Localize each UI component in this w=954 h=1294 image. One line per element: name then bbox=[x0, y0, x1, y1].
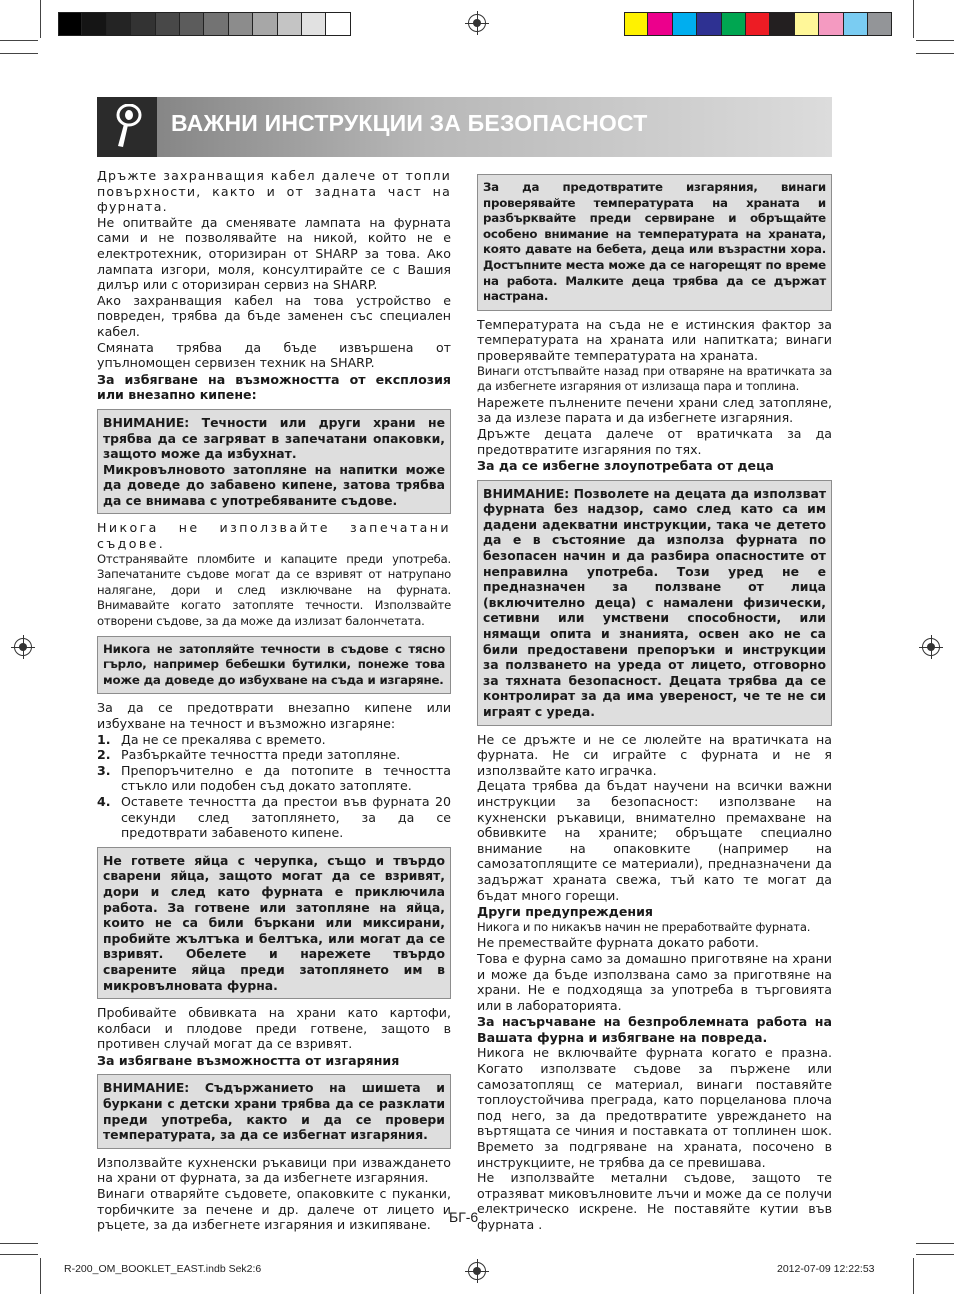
paragraph: Не премествайте фурната докато работи. bbox=[477, 935, 759, 951]
subheading: За избягване възможността от изгаряния bbox=[97, 1052, 400, 1068]
warning-text: Микровълновото затопляне на напитки може да доведе до забавено кипене, затова трябва да се внимава с употребяваните съдове. bbox=[103, 461, 445, 508]
color-swatch bbox=[180, 12, 204, 36]
paragraph: Не опитвайте да сменявате лампата на фурната сами и не позволявайте на никой, който не е електротехник, оторизиран от SHARP за това. Ако лампата изгори, моля, консултирайте се с Вашия дилър или с оторизиран сервиз на SHARP. bbox=[97, 214, 451, 293]
crop-mark bbox=[916, 53, 954, 54]
crop-mark bbox=[0, 40, 38, 41]
warning-box: Никога не затопляйте течности в съдове с тясно гърло, например бебешки бутилки, понеже това може да доведе до избухване на съда и изгаряне. bbox=[97, 636, 451, 695]
warning-box: ВНИМАНИЕ: Позволете на децата да използват фурната без надзор, само след като са им дадени адекватни инструкции, така че детето да е в състояние да използа фурната по безопасен начин и да разбира опасностите от неправилна употреба. Този уред не е предназначен за ползване от лица (включително деца) с намалени физически, сетивни или умствени способности, или нямащи опита и знанията, освен ако не са били предоставени препоръки и инструкции за ползването на уреда от лицето, отговорно за тяхната безопасност. Децата трябва да се контролират за да има увереност, че те не си играят с уреда. bbox=[477, 480, 832, 726]
color-swatch bbox=[819, 12, 843, 36]
footer-datetime: 2012-07-09 12:22:53 bbox=[777, 1263, 875, 1275]
paragraph: Винаги отваряйте съдовете, опаковките с пуканки, торбичките за печене и др. далече от лицето и ръцете, за да избегнете изгаряния и изкипяване. bbox=[97, 1186, 451, 1233]
warning-box: За да предотвратите изгаряния, винаги проверявайте температурата на храната и разбърквайте преди сервиране и обръщайте особено внимание на температурата на храната, която давате на бебета, деца или възрастни хора. Достъпните места може да се нагорещят по време на работа. Малките деца трябва да се държат настрана. bbox=[477, 174, 832, 311]
paragraph: Пробивайте обвивката на храни като картофи, колбаси и плодове преди готвене, защото в противен случай могат да се взривят. bbox=[97, 1005, 451, 1052]
color-swatch bbox=[844, 12, 868, 36]
color-swatch bbox=[770, 12, 794, 36]
gray-swatch-bar bbox=[58, 12, 351, 36]
registration-mark-icon bbox=[468, 14, 486, 32]
paragraph: Температурата на съда не е истинския фактор за температурата на храната или напитката; винаги проверявайте температурата на храната. bbox=[477, 316, 832, 363]
section-banner bbox=[97, 97, 832, 157]
subheading: За да се избегне злоупотребата от деца bbox=[477, 458, 774, 474]
color-swatch bbox=[697, 12, 721, 36]
color-swatch bbox=[107, 12, 131, 36]
crop-mark bbox=[0, 53, 38, 54]
crop-mark bbox=[40, 1258, 41, 1294]
color-swatch bbox=[624, 12, 648, 36]
warning-box: ВНИМАНИЕ: Съдържанието на шишета и буркани с детски храни трябва да се разклати преди употреба, както и да се провери температурата, за да се избегнат изгаряния. bbox=[97, 1074, 451, 1148]
color-swatch bbox=[253, 12, 277, 36]
crop-mark bbox=[916, 1254, 954, 1255]
registration-mark-icon bbox=[468, 1262, 486, 1280]
crop-mark bbox=[0, 1254, 38, 1255]
warning-text: ВНИМАНИЕ: Течности или други храни не трябва да се загряват в запечатани опаковки, защото може да избухнат. bbox=[103, 414, 445, 462]
paragraph: За да се предотврати внезапно кипене или избухване на течност и възможно изгаряне: bbox=[97, 700, 451, 731]
right-column bbox=[477, 168, 832, 1233]
paragraph: Смяната трябва да бъде извършена от упълномощен сервизен техник на SHARP. bbox=[97, 339, 451, 371]
list-item bbox=[97, 763, 451, 794]
color-swatch bbox=[673, 12, 697, 36]
warning-box bbox=[97, 409, 451, 515]
color-swatch bbox=[58, 12, 82, 36]
color-swatch bbox=[746, 12, 770, 36]
paragraph: Никога не използвайте запечатани съдове. bbox=[97, 520, 451, 552]
page-number: БГ-6 bbox=[449, 1209, 479, 1225]
page-title: ВАЖНИ ИНСТРУКЦИИ ЗА БЕЗОПАСНОСТ bbox=[171, 110, 648, 136]
step-number: 1. bbox=[97, 731, 111, 747]
color-swatch bbox=[131, 12, 155, 36]
step-number: 3. bbox=[97, 762, 111, 778]
registration-mark-icon bbox=[14, 638, 32, 656]
color-swatch bbox=[722, 12, 746, 36]
color-swatch bbox=[204, 12, 228, 36]
warning-box: Не гответе яйца с черупка, също и твърдо сварени яйца, защото могат да се взривят, дори и след като фурната е приключила работа. За готвене или затопляне на яйца, които не са били бъркани или миксирани, пробийте жълтъка и белтъка, или могат да се взривят. Обелете и нарежете твърдо сварените яйца преди затоплянето им в микровълновата фурна. bbox=[97, 847, 451, 999]
color-swatch bbox=[795, 12, 819, 36]
paragraph: Винаги отстъпвайте назад при отваряне на вратичката за да избегнете изгаряния от излизаща пара и топлина. bbox=[477, 363, 832, 394]
color-swatch bbox=[302, 12, 326, 36]
color-swatch bbox=[648, 12, 672, 36]
paragraph: Дръжте захранващия кабел далече от топли повърхности, както и от задната част на фурната. bbox=[97, 168, 451, 215]
paragraph: Не използвайте метални съдове, защото те отразяват миковълновите лъчи и може да се получи електрическо искрене. Не поставяйте кутии във фурната . bbox=[477, 1170, 832, 1232]
paragraph: Нарежете пълнените печени храни след затопляне, за да излезе парата и да избегнете изгаряния. bbox=[477, 394, 832, 426]
paragraph: Никога и по никакъв начин не преработвайте фурната. bbox=[477, 919, 811, 934]
steps-list bbox=[97, 732, 451, 841]
list-item bbox=[97, 732, 451, 748]
paragraph: Не се дръжте и не се люлейте на вратичката на фурната. Не си играйте с фурната и не я използвайте като играчка. bbox=[477, 731, 832, 778]
color-swatch bbox=[229, 12, 253, 36]
info-exclamation-icon bbox=[97, 97, 157, 157]
step-text: Препоръчително е да потопите в течността стъкло или подобен съд докато затопляте. bbox=[121, 762, 451, 794]
step-number: 4. bbox=[97, 793, 111, 809]
step-text: Оставете течността да престои във фурната 20 секунди след затоплянето, за да се предотврати забавеното кипене. bbox=[121, 793, 451, 841]
color-swatch-bar bbox=[624, 12, 892, 36]
color-swatch bbox=[868, 12, 892, 36]
paragraph: Използвайте кухненски ръкавици при изваждането на храни от фурната, за да избегнете изгаряния. bbox=[97, 1154, 451, 1186]
crop-mark bbox=[913, 1258, 914, 1294]
paragraph: Никога не включвайте фурната когато е празна. Когато използвате съдове за пържене или самозатоплящ се материал, винаги поставяйте топлоустойчива преграда, като порцеланова плоча под него, за да предотвратите увреждането на въртящата се чиния и поставката от топлинен шок. Времето за подгряване на храната, посочено в инструкциите, не трябва да се превишава. bbox=[477, 1045, 832, 1170]
footer-file-info: R-200_OM_BOOKLET_EAST.indb Sek2:6 bbox=[64, 1263, 262, 1275]
paragraph: Дръжте децата далече от вратичката за да предотвратите изгаряния по тях. bbox=[477, 425, 832, 457]
step-text: Да не се прекалява с времето. bbox=[121, 731, 326, 747]
subheading: Други предупреждения bbox=[477, 904, 653, 920]
step-text: Разбъркайте течността преди затопляне. bbox=[121, 747, 401, 763]
list-item bbox=[97, 794, 451, 841]
step-number: 2. bbox=[97, 747, 111, 763]
crop-mark bbox=[0, 1243, 38, 1244]
crop-mark bbox=[40, 0, 41, 38]
list-item bbox=[97, 747, 451, 763]
color-swatch bbox=[326, 12, 350, 36]
subheading: За насърчаване на безпроблемната работа на Вашата фурна и избягване на повреда. bbox=[477, 1014, 832, 1045]
paragraph: Отстранявайте пломбите и капаците преди употреба. Запечатаните съдове могат да се взривят от натрупано налягане, дори и след изключване на фурната. Внимавайте когато затопляте течности. Използвайте отворени съдове, за да може да излизат балончетата. bbox=[97, 551, 451, 629]
crop-mark bbox=[916, 1243, 954, 1244]
registration-mark-icon bbox=[922, 638, 940, 656]
color-swatch bbox=[82, 12, 106, 36]
left-column bbox=[97, 168, 451, 1233]
color-swatch bbox=[156, 12, 180, 36]
subheading: За избягване на възможността от експлозия или внезапно кипене: bbox=[97, 371, 451, 403]
paragraph: Ако захранващия кабел на това устройство е повреден, трябва да бъде заменен със специален кабел. bbox=[97, 292, 451, 339]
crop-mark bbox=[916, 40, 954, 41]
color-swatch bbox=[278, 12, 302, 36]
crop-mark bbox=[913, 0, 914, 38]
paragraph: Това е фурна само за домашно приготвяне на храни и може да бъде използвана само за приготвяне на храни. Не е подходяща за употреба в търговията или в лабораторията. bbox=[477, 950, 832, 1013]
paragraph: Децата трябва да бъдат научени на всички важни инструкции за безопасност: използване на кухненски ръкавици, внимателно премахване на обвивките на храните; обръщате специално внимание на опаковките (например на самозатоплящите се материали), предназначени да задържат храната свежа, тъй като те могат да бъдат много горещи. bbox=[477, 778, 832, 903]
